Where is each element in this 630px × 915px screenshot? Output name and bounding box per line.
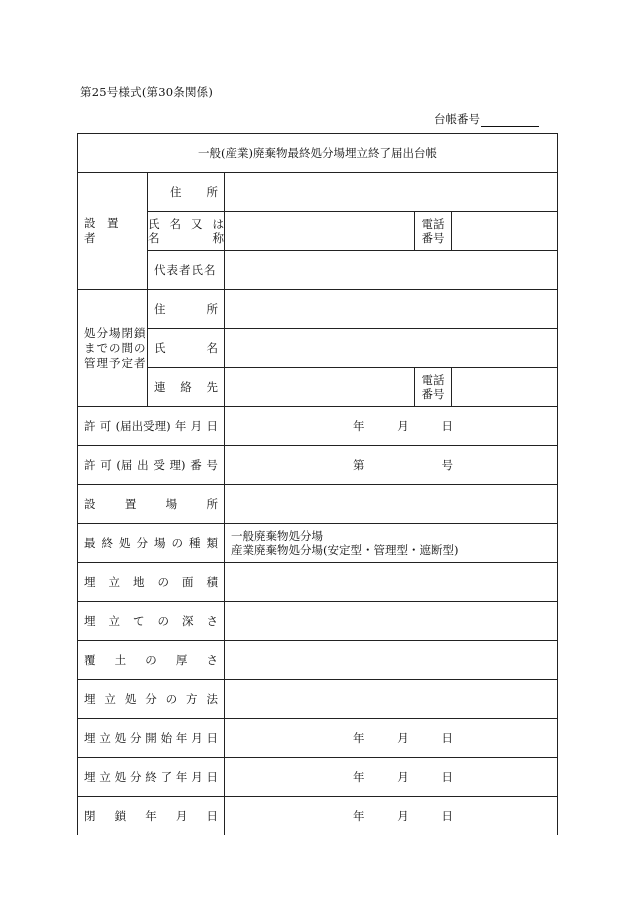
label-char: 種 bbox=[189, 536, 201, 550]
installer-group-label bbox=[78, 173, 148, 290]
permit-date-field[interactable] bbox=[225, 407, 558, 446]
label-char: さ bbox=[206, 653, 218, 667]
installer-address-label bbox=[148, 173, 225, 212]
label-char: は bbox=[212, 217, 224, 231]
label-char: 分 bbox=[136, 536, 148, 550]
label-char: 置 bbox=[124, 497, 137, 511]
label-char: 埋 bbox=[84, 692, 96, 706]
label-char: 又 bbox=[191, 217, 203, 231]
label-char: 月 bbox=[175, 809, 188, 823]
ledger-number-field[interactable] bbox=[481, 114, 539, 127]
label-char: 名 bbox=[148, 231, 160, 245]
depth-field[interactable] bbox=[225, 602, 558, 641]
label-char: 覆 bbox=[84, 653, 96, 667]
label-char: 号 bbox=[206, 458, 218, 472]
label-char: (届 bbox=[116, 458, 133, 472]
area-label bbox=[78, 563, 225, 602]
label-char: 深 bbox=[182, 614, 194, 628]
label-char: 分 bbox=[129, 731, 142, 745]
permit-number-label bbox=[78, 446, 225, 485]
label-char: 始 bbox=[160, 731, 173, 745]
label-char: 月 bbox=[190, 419, 203, 433]
depth-label bbox=[78, 602, 225, 641]
location-field[interactable] bbox=[225, 485, 558, 524]
manager-address-field[interactable] bbox=[225, 290, 558, 329]
year-unit: 年 bbox=[353, 770, 365, 784]
label-char: 日 bbox=[206, 419, 218, 433]
label-char: 立 bbox=[99, 731, 111, 745]
label-char: 住 bbox=[170, 185, 182, 199]
label-char: 月 bbox=[191, 770, 203, 784]
closure-date-field[interactable] bbox=[225, 797, 558, 836]
label-char: 最 bbox=[84, 536, 96, 550]
label-char: 厚 bbox=[175, 653, 188, 667]
closure-date-label bbox=[78, 797, 225, 836]
manager-group-label bbox=[78, 290, 148, 407]
start-date-field[interactable] bbox=[225, 719, 558, 758]
label-char: 分 bbox=[129, 770, 142, 784]
label-char: 年 bbox=[145, 809, 157, 823]
permit-number-field[interactable] bbox=[225, 446, 558, 485]
label-char: 分 bbox=[145, 692, 157, 706]
label-char: の bbox=[157, 614, 169, 628]
label-char: て bbox=[133, 614, 145, 628]
phone-label-line: 番号 bbox=[421, 231, 445, 245]
landfill-type-label bbox=[78, 524, 225, 563]
landfill-type-option-industrial[interactable]: 産業廃棄物処分場(安定型・管理型・遮断型) bbox=[231, 543, 459, 557]
end-date-label bbox=[78, 758, 225, 797]
label-char: (届出受理) bbox=[115, 419, 171, 433]
label-char: 立 bbox=[99, 770, 111, 784]
manager-group-line: 処分場閉鎖 bbox=[84, 325, 147, 340]
installer-name-label bbox=[148, 212, 225, 251]
month-unit: 月 bbox=[397, 731, 409, 745]
day-unit: 日 bbox=[441, 809, 453, 823]
month-unit: 月 bbox=[397, 770, 409, 784]
label-char: 住 bbox=[154, 302, 166, 316]
label-char: 称 bbox=[212, 231, 224, 245]
label-char: 名 bbox=[169, 217, 181, 231]
label-char: 処 bbox=[114, 731, 127, 745]
label-char: 絡 bbox=[180, 380, 192, 394]
label-char: 埋 bbox=[84, 770, 96, 784]
day-unit: 日 bbox=[441, 770, 453, 784]
label-char: 可 bbox=[100, 458, 112, 472]
label-char: 日 bbox=[206, 731, 218, 745]
label-char: 連 bbox=[154, 380, 166, 394]
label-char: 年 bbox=[175, 770, 188, 784]
label-char: 場 bbox=[165, 497, 178, 511]
label-char: 氏 bbox=[154, 341, 166, 355]
label-char: 年 bbox=[175, 731, 188, 745]
label-char: 埋 bbox=[84, 731, 96, 745]
label-char: の bbox=[165, 692, 178, 706]
label-char: さ bbox=[206, 614, 218, 628]
label-char: 処 bbox=[114, 770, 127, 784]
label-char: 土 bbox=[114, 653, 127, 667]
manager-group-line: 管理予定者 bbox=[84, 355, 147, 370]
label-char: 鎖 bbox=[114, 809, 127, 823]
label-char: 月 bbox=[191, 731, 203, 745]
cover-soil-field[interactable] bbox=[225, 641, 558, 680]
phone-label-line: 電話 bbox=[421, 217, 445, 231]
location-label bbox=[78, 485, 225, 524]
manager-address-label bbox=[148, 290, 225, 329]
label-char: 先 bbox=[206, 380, 218, 394]
label-char: 所 bbox=[206, 497, 218, 511]
phone-label-line: 番号 bbox=[421, 387, 445, 401]
cover-soil-label bbox=[78, 641, 225, 680]
installer-phone-field[interactable] bbox=[452, 212, 558, 251]
label-char: 年 bbox=[174, 419, 187, 433]
label-char: 埋 bbox=[84, 614, 96, 628]
label-char: 立 bbox=[108, 614, 120, 628]
label-char: 日 bbox=[206, 770, 218, 784]
label-char: 埋 bbox=[84, 575, 96, 589]
label-char: 日 bbox=[206, 809, 218, 823]
form-number: 第25号様式(第30条関係) bbox=[80, 85, 214, 99]
method-label bbox=[78, 680, 225, 719]
end-date-field[interactable] bbox=[225, 758, 558, 797]
label-char: 許 bbox=[84, 458, 96, 472]
ledger-number bbox=[434, 111, 539, 127]
label-char: 番 bbox=[190, 458, 202, 472]
label-char: 閉 bbox=[84, 809, 96, 823]
label-char: 名 bbox=[206, 341, 218, 355]
installer-name-field[interactable] bbox=[225, 212, 415, 251]
day-unit: 日 bbox=[441, 731, 453, 745]
month-unit: 月 bbox=[397, 419, 409, 433]
installer-phone-label bbox=[415, 212, 452, 251]
label-char: 氏 bbox=[148, 217, 160, 231]
label-char: 処 bbox=[119, 536, 131, 550]
installer-representative-field[interactable] bbox=[225, 251, 558, 290]
label-char: 許 bbox=[84, 419, 96, 433]
landfill-type-option-general[interactable]: 一般廃棄物処分場 bbox=[231, 529, 323, 543]
manager-name-field[interactable] bbox=[225, 329, 558, 368]
label-char: 立 bbox=[104, 692, 116, 706]
month-unit: 月 bbox=[397, 809, 409, 823]
area-field[interactable] bbox=[225, 563, 558, 602]
label-char: 場 bbox=[154, 536, 166, 550]
ledger-number-label: 台帳番号 bbox=[434, 112, 480, 126]
label-char: 開 bbox=[145, 731, 157, 745]
manager-phone-label bbox=[415, 368, 452, 407]
label-char: 所 bbox=[206, 185, 218, 199]
method-field[interactable] bbox=[225, 680, 558, 719]
year-unit: 年 bbox=[353, 809, 365, 823]
manager-group-line: までの間の bbox=[84, 340, 147, 355]
manager-contact-label bbox=[148, 368, 225, 407]
label-char: 法 bbox=[206, 692, 218, 706]
manager-contact-field[interactable] bbox=[225, 368, 415, 407]
label-char: 了 bbox=[160, 770, 173, 784]
label-char: 地 bbox=[133, 575, 145, 589]
year-unit: 年 bbox=[353, 731, 365, 745]
label-char: 出 bbox=[137, 458, 149, 472]
installer-address-field[interactable] bbox=[225, 173, 558, 212]
number-prefix: 第 bbox=[353, 458, 365, 472]
installer-group-text: 設 置 者 bbox=[84, 216, 130, 245]
start-date-label bbox=[78, 719, 225, 758]
label-char: 所 bbox=[206, 302, 218, 316]
label-char: の bbox=[157, 575, 169, 589]
label-char: 方 bbox=[186, 692, 198, 706]
day-unit: 日 bbox=[441, 419, 453, 433]
label-char: の bbox=[171, 536, 183, 550]
label-char: 立 bbox=[108, 575, 120, 589]
manager-name-label bbox=[148, 329, 225, 368]
label-char: 受 bbox=[153, 458, 165, 472]
label-char: 面 bbox=[182, 575, 194, 589]
phone-label-line: 電話 bbox=[421, 373, 445, 387]
label-char: 処 bbox=[124, 692, 137, 706]
label-char: 可 bbox=[99, 419, 112, 433]
report-form-table bbox=[77, 133, 558, 835]
installer-representative-label bbox=[148, 251, 225, 290]
form-title: 一般(産業)廃棄物最終処分場埋立終了届出台帳 bbox=[78, 134, 558, 173]
label-char: 終 bbox=[145, 770, 157, 784]
label-char: 終 bbox=[101, 536, 113, 550]
landfill-type-field[interactable] bbox=[225, 524, 558, 563]
label-char: の bbox=[145, 653, 157, 667]
representative-text: 代表者氏名 bbox=[154, 262, 217, 277]
label-char: 積 bbox=[206, 575, 218, 589]
label-char: 設 bbox=[84, 497, 96, 511]
label-char: 理) bbox=[169, 458, 186, 472]
year-unit: 年 bbox=[353, 419, 365, 433]
manager-phone-field[interactable] bbox=[452, 368, 558, 407]
number-suffix: 号 bbox=[441, 458, 453, 472]
label-char: 類 bbox=[206, 536, 218, 550]
permit-date-label bbox=[78, 407, 225, 446]
